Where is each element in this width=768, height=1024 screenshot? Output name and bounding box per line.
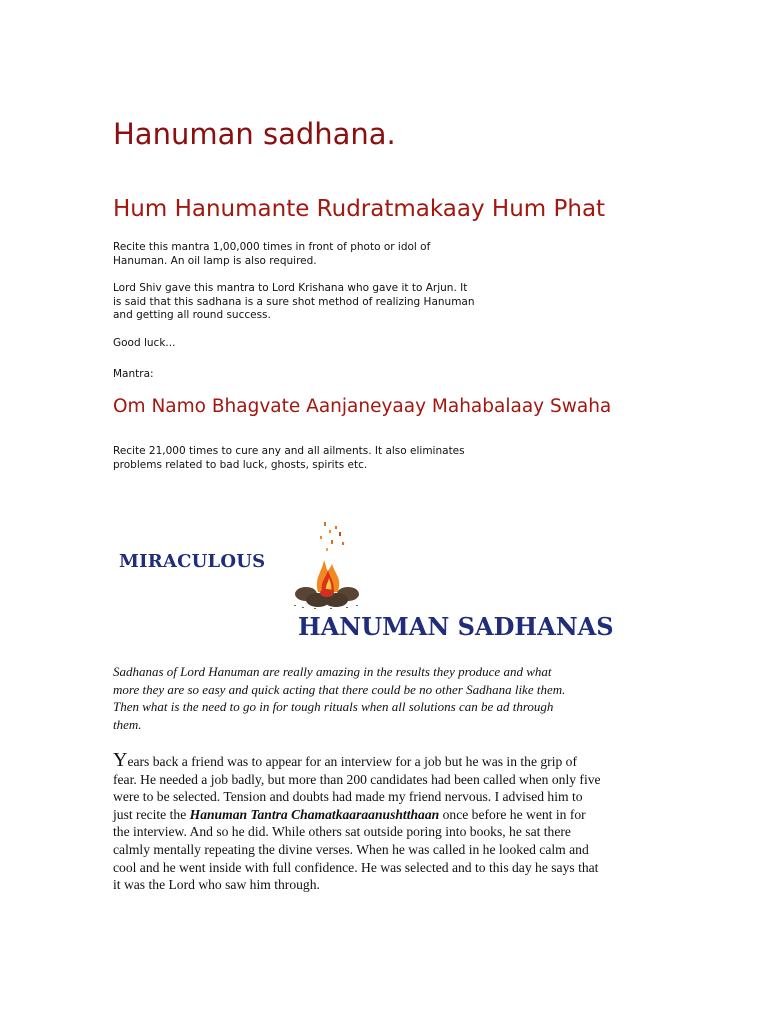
text-line: Hanuman. An oil lamp is also required. [113,254,317,267]
text-line: them. [113,716,142,732]
text-emphasis: Hanuman Tantra Chamatkaaraanushtthaan [189,806,440,822]
text-line: problems related to bad luck, ghosts, spirits etc. [113,458,368,471]
paragraph-lord-shiv [113,282,513,323]
paragraph-story [113,749,658,894]
text-line: is said that this sadhana is a sure shot method of realizing Hanuman [113,295,475,308]
text-line: Recite 21,000 times to cure any and all ailments. It also eliminates [113,445,465,457]
campfire-icon [290,520,362,610]
text-line: it was the Lord who saw him through. [113,877,320,893]
mantra-heading-1: Hum Hanumante Rudratmakaay Hum Phat [113,196,606,222]
heading-miraculous: MIRACULOUS [119,551,266,572]
text-line: and getting all round success. [113,309,271,322]
text-line: once before he went in for [439,806,586,822]
text-line: fear. He needed a job badly, but more than 200 candidates had been called when only five [113,771,601,787]
drop-cap: Y [113,749,128,771]
paragraph-recite-mantra [113,241,513,268]
text-line: ears back a friend was to appear for an interview for a job but he was in the grip of [127,754,578,769]
text-line: Recite this mantra 1,00,000 times in front of photo or idol of [113,241,431,253]
mantra-heading-2: Om Namo Bhagvate Aanjaneyaay Mahabalaay Swaha [113,396,612,417]
text-line: just recite the [113,806,190,822]
paragraph-recite-21000 [113,445,513,472]
text-line: calmly mentally repeating the divine verses. When he was called in he looked calm and [113,841,589,857]
text-line: Lord Shiv gave this mantra to Lord Krishana who gave it to Arjun. It [113,282,468,294]
text-line: were to be selected. Tension and doubts had made my friend nervous. I advised him to [113,789,583,805]
heading-hanuman-sadhanas: HANUMAN SADHANAS [298,612,614,641]
paragraph-intro [113,663,633,733]
text-line: the interview. And so he did. While others sat outside poring into books, he sat there [113,824,571,840]
page-title: Hanuman sadhana. [113,117,396,151]
text-line: more they are so easy and quick acting that there could be no other Sadhana like them. [113,681,566,697]
text-line: Sadhanas of Lord Hanuman are really amazing in the results they produce and what [113,664,552,679]
paragraph-mantra-label: Mantra: [113,368,154,380]
text-line: Then what is the need to go in for tough rituals when all solutions can be ad through [113,699,554,714]
paragraph-good-luck: Good luck... [113,337,176,349]
text-line: cool and he went inside with full confidence. He was selected and to this day he says that [113,859,599,875]
